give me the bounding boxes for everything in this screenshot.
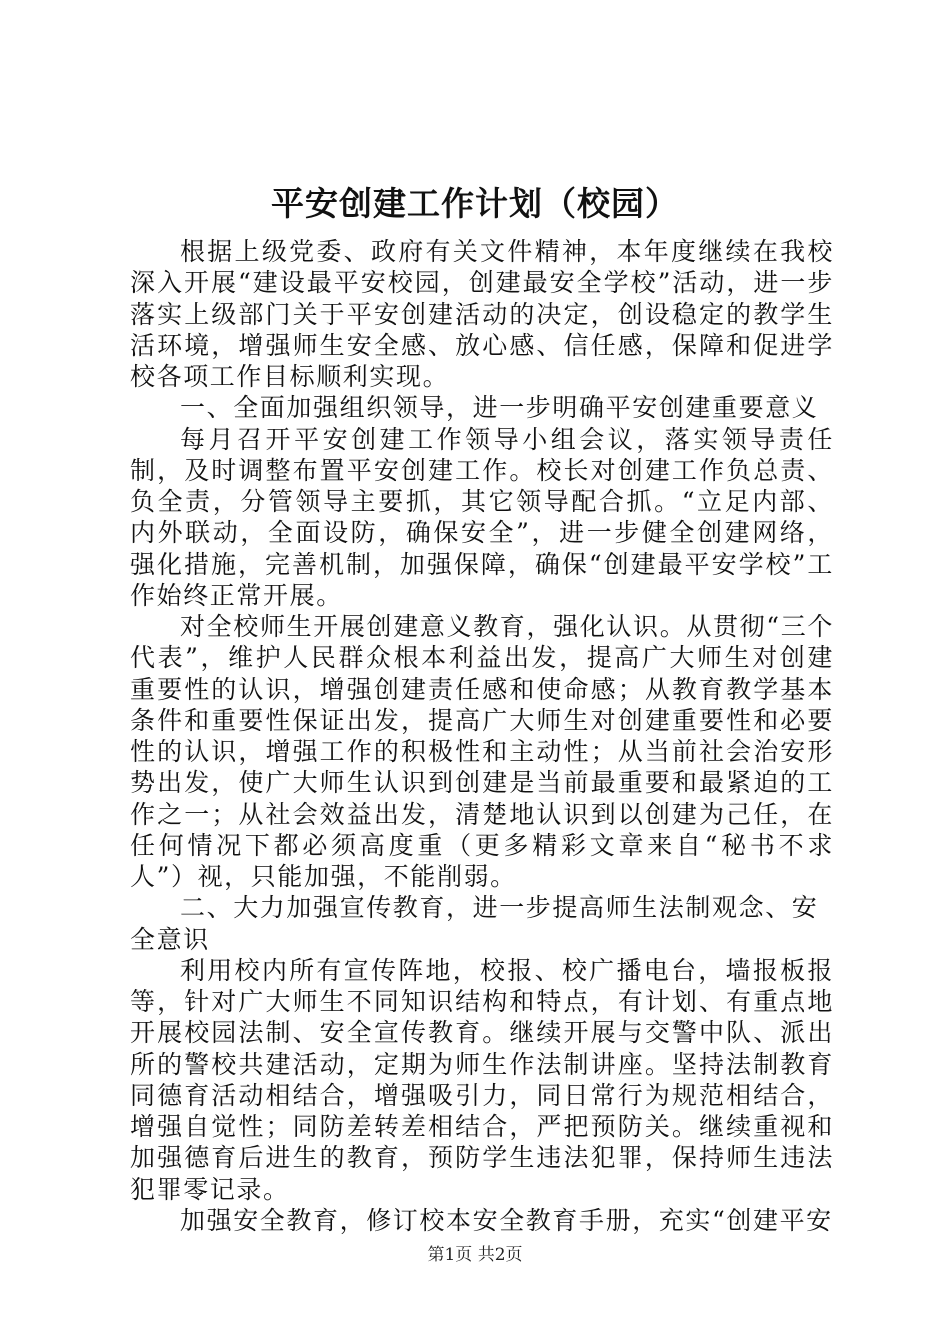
body-paragraph: 每月召开平安创建工作领导小组会议，落实领导责任制，及时调整布置平安创建工作。校长对创建工作负总责、负全责，分管领导主要抓，其它领导配合抓。“立足内部、内外联动，全面设防，确保安全”，进一步健全创建网络，强化措施，完善机制，加强保障，确保“创建最平安学校”工作始终正常开展。 — [130, 424, 834, 610]
document-body — [130, 236, 834, 1236]
section-heading-1: 一、全面加强组织领导，进一步明确平安创建重要意义 — [180, 393, 819, 423]
intro-paragraph: 根据上级党委、政府有关文件精神，本年度继续在我校深入开展“建设最平安校园，创建最安全学校”活动，进一步落实上级部门关于平安创建活动的决定，创设稳定的教学生活环境，增强师生安全感、放心感、信任感，保障和促进学校各项工作目标顺利实现。 — [130, 237, 834, 391]
body-paragraph: 加强安全教育，修订校本安全教育手册，充实“创建平安 — [180, 1205, 833, 1235]
body-paragraph: 对全校师生开展创建意义教育，强化认识。从贯彻“三个代表”，维护人民群众根本利益出发，提高广大师生对创建重要性的认识，增强创建责任感和使命感；从教育教学基本条件和重要性保证出发，提高广大师生对创建重要性和必要性的认识，增强工作的积极性和主动性；从当前社会治安形势出发，使广大师生认识到创建是当前最重要和最紧迫的工作之一；从社会效益出发，清楚地认识到以创建为己任，在任何情况下都必须高度重（更多精彩文章来自“秘书不求人”）视，只能加强，不能削弱。 — [130, 612, 834, 891]
page-number-footer: 第1页 共2页 — [427, 1245, 523, 1265]
body-paragraph: 利用校内所有宣传阵地，校报、校广播电台，墙报板报等，针对广大师生不同知识结构和特点，有计划、有重点地开展校园法制、安全宣传教育。继续开展与交警中队、派出所的警校共建活动，定期为师生作法制讲座。坚持法制教育同德育活动相结合，增强吸引力，同日常行为规范相结合，增强自觉性；同防差转差相结合，严把预防关。继续重视和加强德育后进生的教育，预防学生违法犯罪，保持师生违法犯罪零记录。 — [130, 955, 834, 1204]
section-heading-2: 二、大力加强宣传教育，进一步提高师生法制观念、安全意识 — [130, 893, 819, 954]
document-title: 平安创建工作计划（校园） — [271, 184, 679, 223]
